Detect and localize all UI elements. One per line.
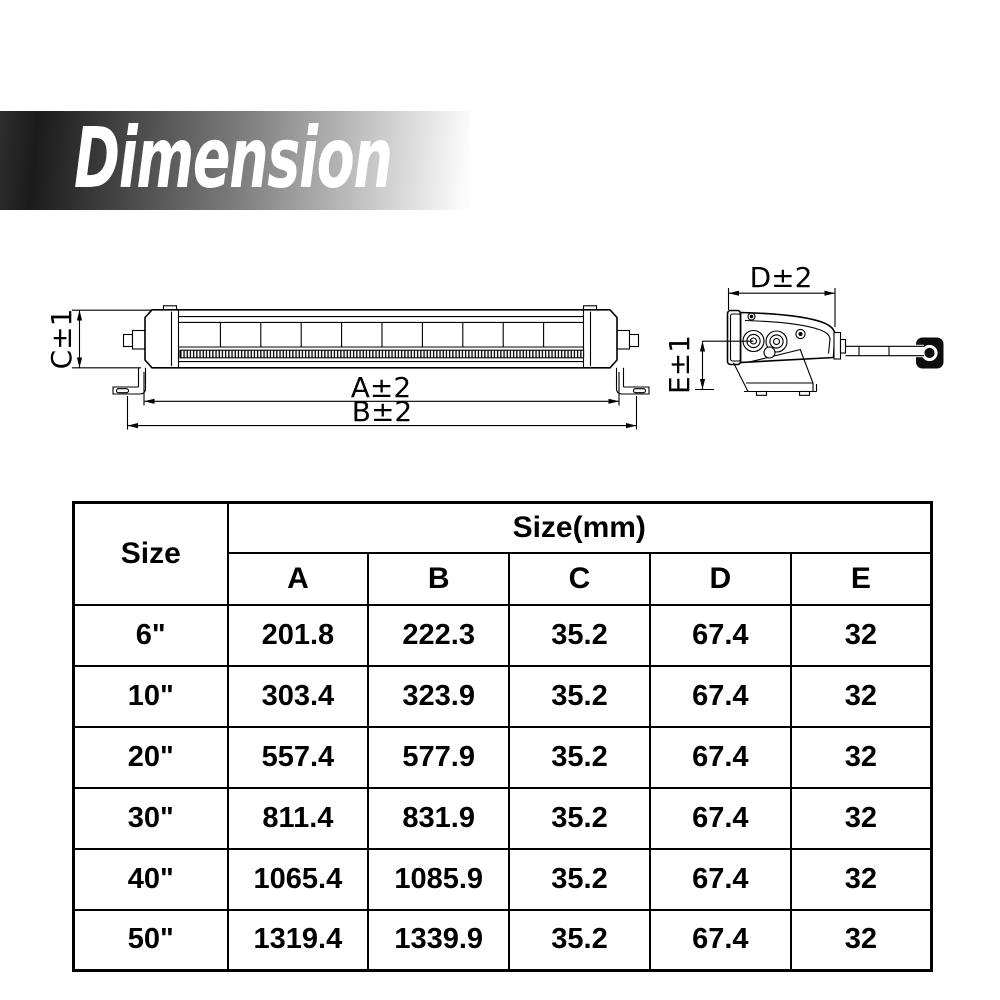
cell: 222.3	[368, 605, 509, 666]
cell: 811.4	[228, 788, 369, 849]
cell: 1339.9	[368, 910, 509, 971]
table-row	[74, 910, 932, 971]
row-label: 40"	[74, 849, 228, 910]
cell: 1085.9	[368, 849, 509, 910]
side-view-drawing	[663, 261, 944, 395]
dim-label-a: A±2	[350, 370, 412, 404]
cell: 35.2	[509, 849, 650, 910]
cell: 32	[791, 910, 932, 971]
cell: 67.4	[650, 788, 791, 849]
dim-label-b: B±2	[351, 395, 413, 429]
table-row	[74, 849, 932, 910]
cell: 323.9	[368, 666, 509, 727]
cell: 32	[791, 727, 932, 788]
col-header-e: E	[791, 553, 932, 605]
col-header-d: D	[650, 553, 791, 605]
col-header-b: B	[368, 553, 509, 605]
cell: 577.9	[368, 727, 509, 788]
dim-label-e: E±1	[663, 335, 696, 394]
cell: 32	[791, 849, 932, 910]
cell: 67.4	[650, 605, 791, 666]
cell: 67.4	[650, 910, 791, 971]
technical-drawings	[0, 0, 1000, 480]
banner-title: Dimension	[74, 108, 392, 207]
group-header-size-mm: Size(mm)	[228, 503, 932, 553]
cell: 67.4	[650, 727, 791, 788]
cell: 67.4	[650, 666, 791, 727]
cell: 35.2	[509, 605, 650, 666]
corner-header-size: Size	[74, 503, 228, 605]
row-label: 10"	[74, 666, 228, 727]
cell: 557.4	[228, 727, 369, 788]
col-header-c: C	[509, 553, 650, 605]
cell: 303.4	[228, 666, 369, 727]
cell: 32	[791, 666, 932, 727]
cell: 35.2	[509, 788, 650, 849]
dim-label-c: C±1	[45, 308, 78, 370]
cell: 831.9	[368, 788, 509, 849]
row-label: 6"	[74, 605, 228, 666]
table-row	[74, 666, 932, 727]
row-label: 50"	[74, 910, 228, 971]
row-label: 30"	[74, 788, 228, 849]
row-label: 20"	[74, 727, 228, 788]
cell: 32	[791, 788, 932, 849]
size-table	[72, 501, 933, 972]
cell: 35.2	[509, 727, 650, 788]
table-row	[74, 605, 932, 666]
front-view-drawing	[45, 306, 649, 430]
cell: 35.2	[509, 910, 650, 971]
cell: 201.8	[228, 605, 369, 666]
cell: 1319.4	[228, 910, 369, 971]
cell: 32	[791, 605, 932, 666]
cell: 67.4	[650, 849, 791, 910]
dim-label-d: D±2	[749, 261, 813, 294]
table-row	[74, 727, 932, 788]
col-header-a: A	[228, 553, 369, 605]
cell: 1065.4	[228, 849, 369, 910]
table-row	[74, 788, 932, 849]
cell: 35.2	[509, 666, 650, 727]
